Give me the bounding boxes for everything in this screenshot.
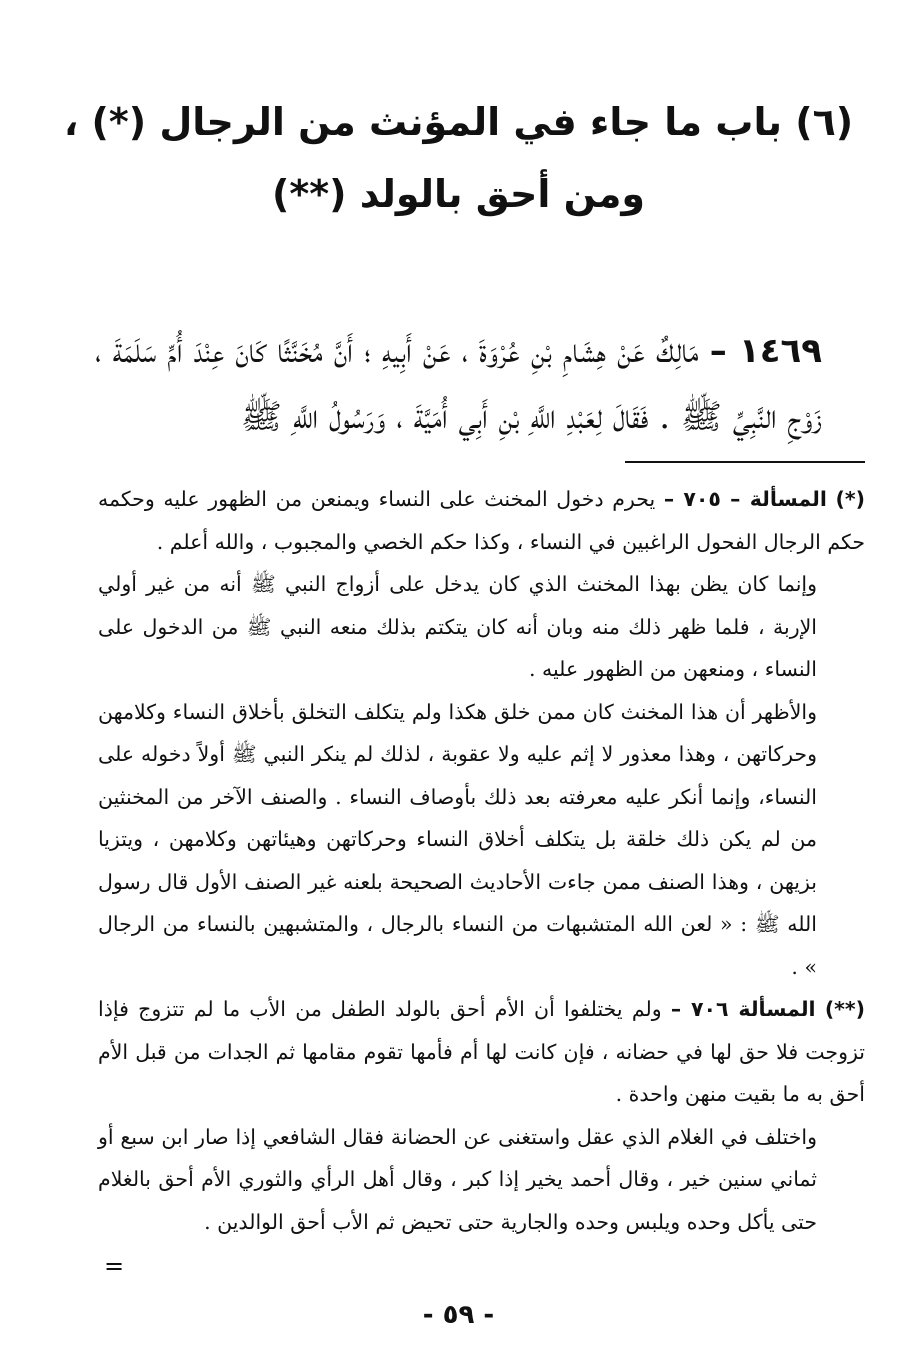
footnote-2-label: المسألة ٧٠٦ – xyxy=(670,997,816,1021)
footnote-1-para-2: وإنما كان يظن بهذا المخنث الذي كان يدخل على أزواج النبي ﷺ أنه من غير أولي الإربة ، فلما ظهر ذلك منه وبان أنه كان يتكتم بذلك منعه النبي ﷺ من الدخول على النساء ، ومنعهن من الظهور عليه . xyxy=(98,572,817,681)
footnote-separator xyxy=(625,461,865,463)
chapter-title-line2: ومن أحق بالولد (**) xyxy=(271,172,646,216)
footnote-2-para-2: واختلف في الغلام الذي عقل واستغنى عن الحضانة فقال الشافعي إذا صار ابن سبع أو ثماني سنين خير ، وقال أحمد يخير إذا كبر ، وقال أهل الرأي والثوري الأم أحق بالغلام حتى يأكل وحده ويلبس وحده والجارية حتى تحيض ثم الأب أحق الوالدين . xyxy=(98,1124,817,1234)
footnote-2-para-1 xyxy=(98,988,865,1116)
chapter-title-line1: (٦) باب ما جاء في المؤنث من الرجال (*) ، xyxy=(63,100,854,144)
footnotes xyxy=(98,478,865,1243)
hadith-body: مَالِكٌ عَنْ هِشَامِ بْنِ عُرْوَةَ ، عَنْ أَبِيهِ ؛ أَنَّ مُخَنَّثًا كَانَ عِنْدَ أُمِّ سَلَمَةَ ، زَوْجِ النَّبِيِّ ﷺ . فَقَالَ لِعَبْدِ اللَّهِ بْنِ أَبِي أُمَيَّةَ ، وَرَسُولُ اللَّهِ ﷺ xyxy=(95,331,822,437)
hadith-number: ١٤٦٩ – xyxy=(709,331,822,371)
hadith-text xyxy=(95,318,822,450)
footnote-2-marker: (**) xyxy=(824,997,865,1021)
footnote-1-para-1 xyxy=(98,478,865,563)
footnote-1-label: المسألة – ٧٠٥ – xyxy=(663,487,827,511)
footnote-1-text: يحرم دخول المخنث على النساء ويمنعن من الظهور عليه وحكمه حكم الرجال الفحول الراغبين في النساء ، وكذا حكم الخصي والمجبوب ، والله أعلم . xyxy=(98,487,865,554)
continuation-mark: = xyxy=(104,1252,125,1280)
footnote-2-text: ولم يختلفوا أن الأم أحق بالولد الطفل من الأب ما لم تتزوج فإذا تزوجت فلا حق لها في حضانه ، فإن كانت لها أم فأمها تقوم مقامها ثم الجدات من قبل الأم أحق به ما بقيت منهن واحدة . xyxy=(98,997,865,1106)
page-number: - ٥٩ - xyxy=(422,1300,495,1330)
footnote-1-marker: (*) xyxy=(835,487,865,511)
footnote-1-para-3: والأظهر أن هذا المخنث كان ممن خلق هكذا ولم يتكلف التخلق بأخلاق النساء وكلامهن وحركاتهن ، وهذا معذور لا إثم عليه ولا عقوبة ، لذلك لم ينكر النبي ﷺ أولاً دخوله على النساء، وإنما أنكر عليه معرفته بعد ذلك بأوصاف النساء . والصنف الآخر من المخنثين من لم يكن ذلك خلقة بل يتكلف أخلاق النساء وحركاتهن وهيئاتهن وكلامهن ، ويتزيا بزيهن ، وهذا الصنف ممن جاءت الأحاديث الصحيحة بلعنه غير الصنف الأول قال رسول الله ﷺ : « لعن الله المتشبهات من النساء بالرجال ، والمتشبهين بالنساء من الرجال » . xyxy=(98,699,817,979)
